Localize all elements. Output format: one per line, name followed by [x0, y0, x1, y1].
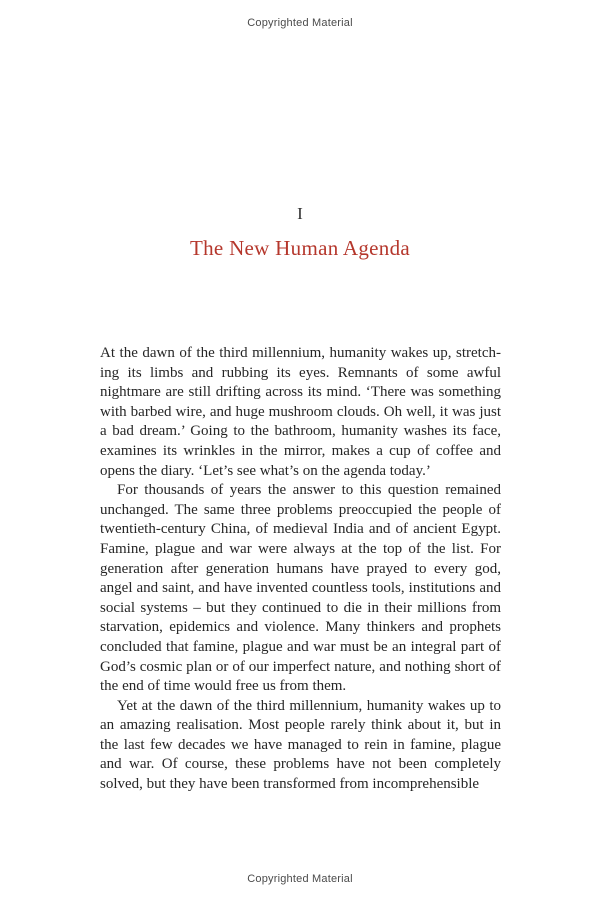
paragraph-3: Yet at the dawn of the third millennium, humanity wakes up to an amazing realisation. Most people rarely think about it, but in the last few decades we have managed to rein in famine, plague and war. Of course, these problems have not been completely solved, but they have been transformed from incomprehensible — [100, 697, 501, 793]
paragraph-1: At the dawn of the third millennium, humanity wakes up, stretching its limbs and rubbing its eyes. Remnants of some awful nightmare are still drifting across its mind. ‘There was something with barbed wire, and huge mushroom clouds. Oh well, it was just a bad dream.’ Going to the bathroom, humanity washes its face, examines its wrinkles in the mirror, makes a cup of coffee and opens the diary. ‘Let’s see what’s on the agenda today.’ — [100, 345, 501, 479]
paragraph-2: For thousands of years the answer to this question remained unchanged. The same three problems preoccupied the people of twentieth-century China, of medieval India and of ancient Egypt. Famine, plague and war were always at the top of the list. For generation after generation humans have prayed to every god, angel and saint, and have invented countless tools, institutions and social systems – but they continued to die in their millions from starvation, epidemics and violence. Many thinkers and prophets concluded that famine, plague and war must be an integral part of God’s cosmic plan or of our imperfect nature, and nothing short of the end of time would free us from them. — [100, 482, 501, 695]
copyright-notice-bottom: Copyrighted Material — [247, 873, 353, 885]
body-text — [100, 344, 501, 795]
chapter-title: The New Human Agenda — [189, 236, 411, 260]
chapter-number: I — [297, 204, 303, 223]
copyright-notice-top: Copyrighted Material — [247, 17, 353, 29]
